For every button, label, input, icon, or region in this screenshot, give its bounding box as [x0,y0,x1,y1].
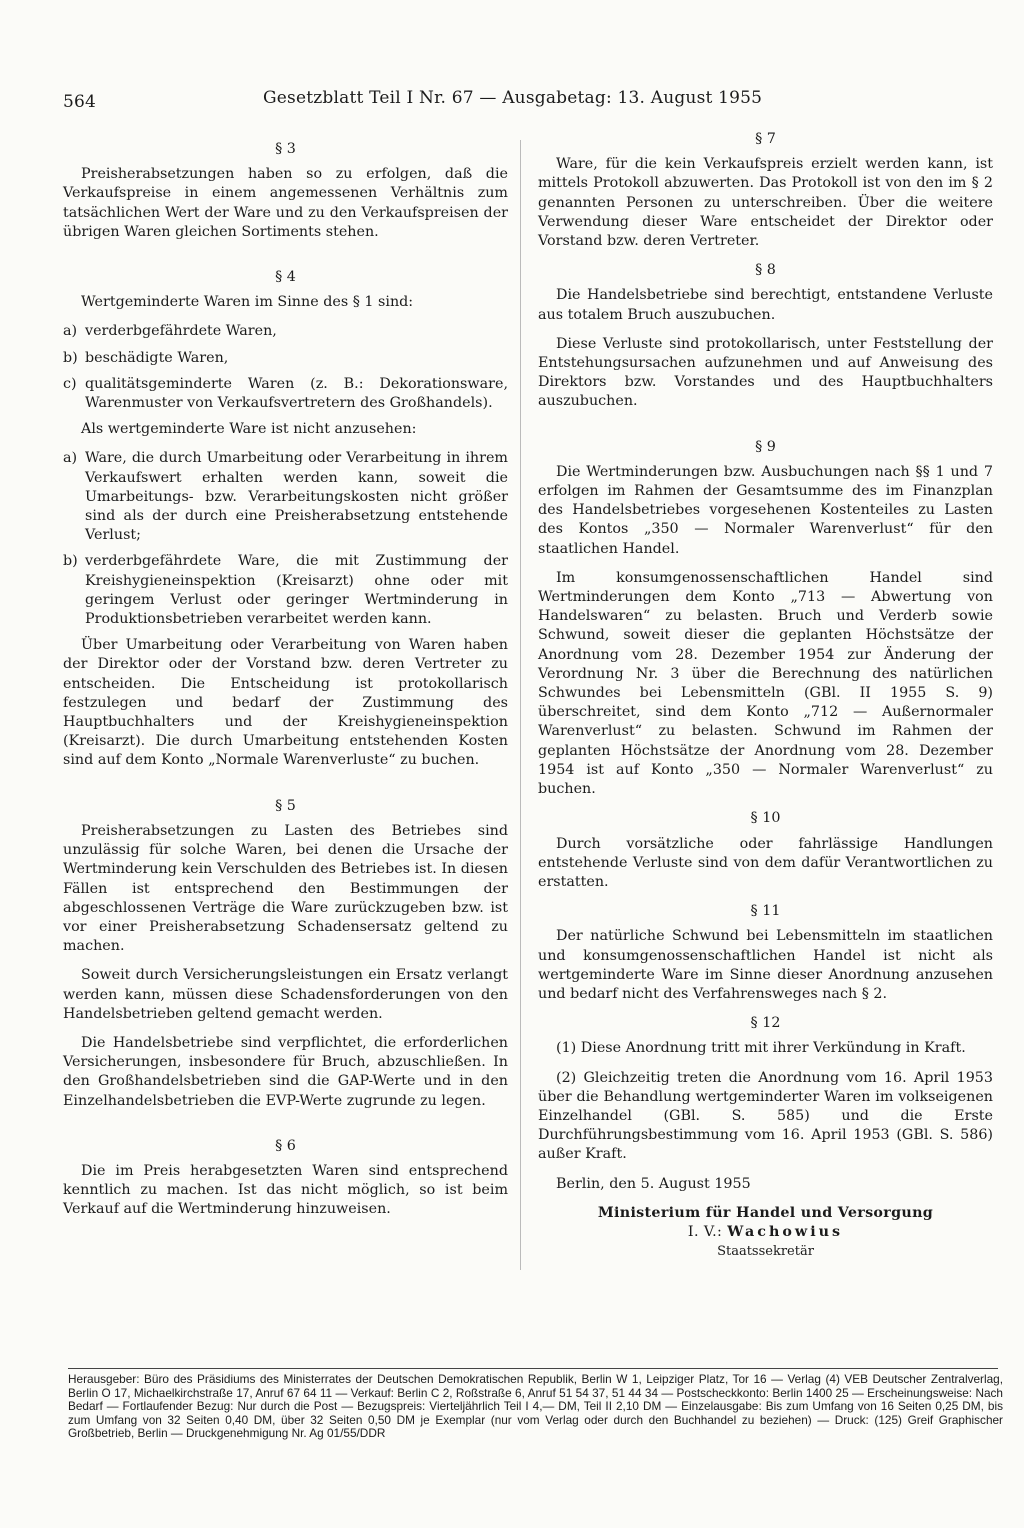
signatory-name: Wachowius [727,1223,844,1240]
paragraph: Die im Preis herabgesetzten Waren sind entsprechend kenntlich zu machen. Ist das nicht möglich, so ist beim Verkauf auf die Wertminderung hinzuweisen. [63,1162,508,1218]
list-marker: b) [63,553,78,570]
paragraph: Ware, für die kein Verkaufspreis erzielt werden kann, ist mittels Protokoll abzuwerten. Das Protokoll ist von den im § 2 genannten Personen zu unterschreiben. Über die weitere Verwendung dieser Ware entscheidet der Direktor oder Vorstand bzw. deren Vertreter. [538,156,993,250]
section-heading: § 4 [275,269,296,286]
list-item [63,375,508,413]
paragraph: Preisherabsetzungen haben so zu erfolgen, daß die Verkaufspreise in einem angemessenen Verhältnis zum tatsächlichen Wert der Ware und zu den Verkaufspreisen der übrigen Waren gleichen Sortiments stehen. [63,166,508,240]
column-divider [520,140,521,1270]
running-title: Gesetzblatt Teil I Nr. 67 — Ausgabetag: 13. August 1955 [263,88,763,108]
list-text: beschädigte Waren, [85,349,229,366]
list-marker: c) [63,375,77,392]
list-text: qualitätsgeminderte Waren (z. B.: Dekorationsware, Warenmuster von Verkaufsvertretern des Großhandels). [85,375,508,412]
list-marker: a) [63,450,78,467]
section-heading: § 11 [750,903,781,920]
paragraph: Die Handelsbetriebe sind verpflichtet, die erforderlichen Versicherungen, insbesondere für Bruch, abzuschließen. In den Großhandelsbetrieben sind die GAP-Werte und in den Einzelhandelsbetrieben die EVP-Werte zugrunde zu legen. [63,1034,508,1109]
section-heading: § 8 [755,262,776,279]
section-heading: § 3 [275,141,296,157]
paragraph: Soweit durch Versicherungsleistungen ein Ersatz verlangt werden kann, müssen diese Schadensforderungen von den Handelsbetrieben geltend gemacht werden. [63,967,508,1022]
signatory [538,1223,993,1242]
section-heading: § 5 [275,797,296,814]
right-column [538,130,993,1261]
section-heading: § 10 [750,810,781,827]
section-heading: § 9 [755,438,776,455]
list-item [63,552,508,629]
section-heading: § 7 [755,131,776,147]
signatory-rank: Staatssekretär [717,1244,814,1260]
page-header [63,88,793,118]
left-column [63,140,508,1230]
paragraph: Wertgeminderte Waren im Sinne des § 1 sind: [81,294,414,311]
list-marker: a) [63,323,78,340]
paragraph: Als wertgeminderte Ware ist nicht anzusehen: [81,421,417,438]
paragraph: Über Umarbeitung oder Verarbeitung von Waren haben der Direktor oder der Vorstand bzw. deren Vertreter zu entscheiden. Die Entscheidung ist protokollarisch festzulegen und bedarf der Zustimmung des Hauptbuchhalters und der Kreishygieneinspektion (Kreisarzt). Die durch Umarbeitung entstehenden Kosten sind auf dem Konto „Normale Warenverluste“ zu buchen. [63,637,508,769]
ministry-name: Ministerium für Handel und Versorgung [597,1204,934,1221]
list-text: Ware, die durch Umarbeitung oder Verarbeitung in ihrem Verkaufswert erhalten werden kann, soweit die Umarbeitungs- bzw. Verarbeitungskosten nicht größer sind als der durch eine Preisherabsetzung entstehende Verlust; [85,450,508,544]
publisher-imprint: Herausgeber: Büro des Präsidiums des Ministerrates der Deutschen Demokratischen Republik, Berlin W 1, Leipziger Platz, Tor 16 — Verlag (4) VEB Deutscher Zentralverlag, Berlin O 17, Michaelkirchstraße 17, Anruf 67 64 11 — Verkauf: Berlin C 2, Roßstraße 6, Anruf 51 54 37, 51 44 34 — Postscheckkonto: Berlin 1400 25 — Erscheinungsweise: Nach Bedarf — Fortlaufender Bezug: Nur durch die Post — Bezugspreis: Vierteljährlich Teil I 4,— DM, Teil II 2,10 DM — Einzelausgabe: Bis zum Umfang von 16 Seiten 0,25 DM, bis zum Umfang von 32 Seiten 0,40 DM, über 32 Seiten 0,50 DM je Exemplar (nur vom Verlag oder durch den Buchhandel zu beziehen) — Druck: (125) Greif Graphischer Großbetrieb, Berlin — Druckgenehmigung Nr. Ag 01/55/DDR [68,1372,1003,1441]
paragraph: Preisherabsetzungen zu Lasten des Betriebes sind unzulässig für solche Waren, bei denen die Ursache der Wertminderung kein Verschulden des Betriebes ist. In diesen Fällen ist entsprechend den Bestimmungen der abgeschlossenen Verträge die Ware zurückzugeben bzw. ist vor einer Preisherabsetzung Schadensersatz geltend zu machen. [63,822,508,955]
section-heading: § 6 [275,1137,296,1154]
place-date: Berlin, den 5. August 1955 [556,1175,751,1192]
footer-rule [68,1368,998,1369]
paragraph: Der natürliche Schwund bei Lebensmitteln im staatlichen und konsumgenossenschaftlichen Handel ist nicht als wertgeminderte Ware im Sinne dieser Anordnung anzusehen und bedarf nicht des Verfahrensweges nach § 2. [538,928,993,1002]
list-item [63,349,508,368]
page-number: 564 [63,92,97,112]
paragraph: Im konsumgenossenschaftlichen Handel sind Wertminderungen dem Konto „713 — Abwertung von Handelswaren“ zu belasten. Bruch und Verderb sowie Schwund, soweit dieser die geplanten Höchstsätze der Anordnung vom 28. Dezember 1954 zur Änderung der Verordnung Nr. 3 über die Berechnung des natürlichen Schwundes bei Lebensmitteln (GBl. II 1955 S. 9) überschreitet, sind dem Konto „712 — Außernormaler Warenverlust“ zu belasten. Schwund im Rahmen der geplanten Höchstsätze der Anordnung vom 28. Dezember 1954 ist auf Konto „350 — Normaler Warenverlust“ zu buchen. [538,569,993,798]
signatory-prefix: I. V.: [687,1223,728,1240]
paragraph: (2) Gleichzeitig treten die Anordnung vom 16. April 1953 über die Behandlung wertgeminderter Waren im volkseigenen Einzelhandel (GBl. S. 585) und die Erste Durchführungsbestimmung vom 16. April 1953 (GBl. S. 586) außer Kraft. [538,1069,993,1163]
paragraph: Die Handelsbetriebe sind berechtigt, entstandene Verluste aus totalem Bruch auszubuchen. [538,287,993,323]
signature-block [538,1175,993,1262]
paragraph: Diese Verluste sind protokollarisch, unter Feststellung der Entstehungsursachen aufzunehmen und auf Anweisung des Direktors bzw. Vorstandes und des Hauptbuchhalters auszubuchen. [538,335,993,410]
list-text: verderbgefährdete Waren, [85,323,277,340]
list-item [63,322,508,341]
paragraph: Durch vorsätzliche oder fahrlässige Handlungen entstehende Verluste sind von dem dafür Verantwortlichen zu erstatten. [538,835,993,890]
list-item [63,449,508,545]
section-heading: § 12 [750,1015,781,1032]
paragraph: Die Wertminderungen bzw. Ausbuchungen nach §§ 1 und 7 erfolgen im Rahmen der Gesamtsumme des im Finanzplan des Handelsbetriebes vorgesehenen Kostenteiles zu Lasten des Kontos „350 — Normaler Warenverlust“ für den staatlichen Handel. [538,463,993,557]
list-marker: b) [63,349,78,366]
list-text: verderbgefährdete Ware, die mit Zustimmung der Kreishygieneinspektion (Kreisarzt) ohne oder mit geringem Verlust oder geringer Wertminderung in Produktionsbetrieben verarbeitet werden kann. [85,553,508,628]
paragraph: (1) Diese Anordnung tritt mit ihrer Verkündung in Kraft. [556,1040,966,1057]
